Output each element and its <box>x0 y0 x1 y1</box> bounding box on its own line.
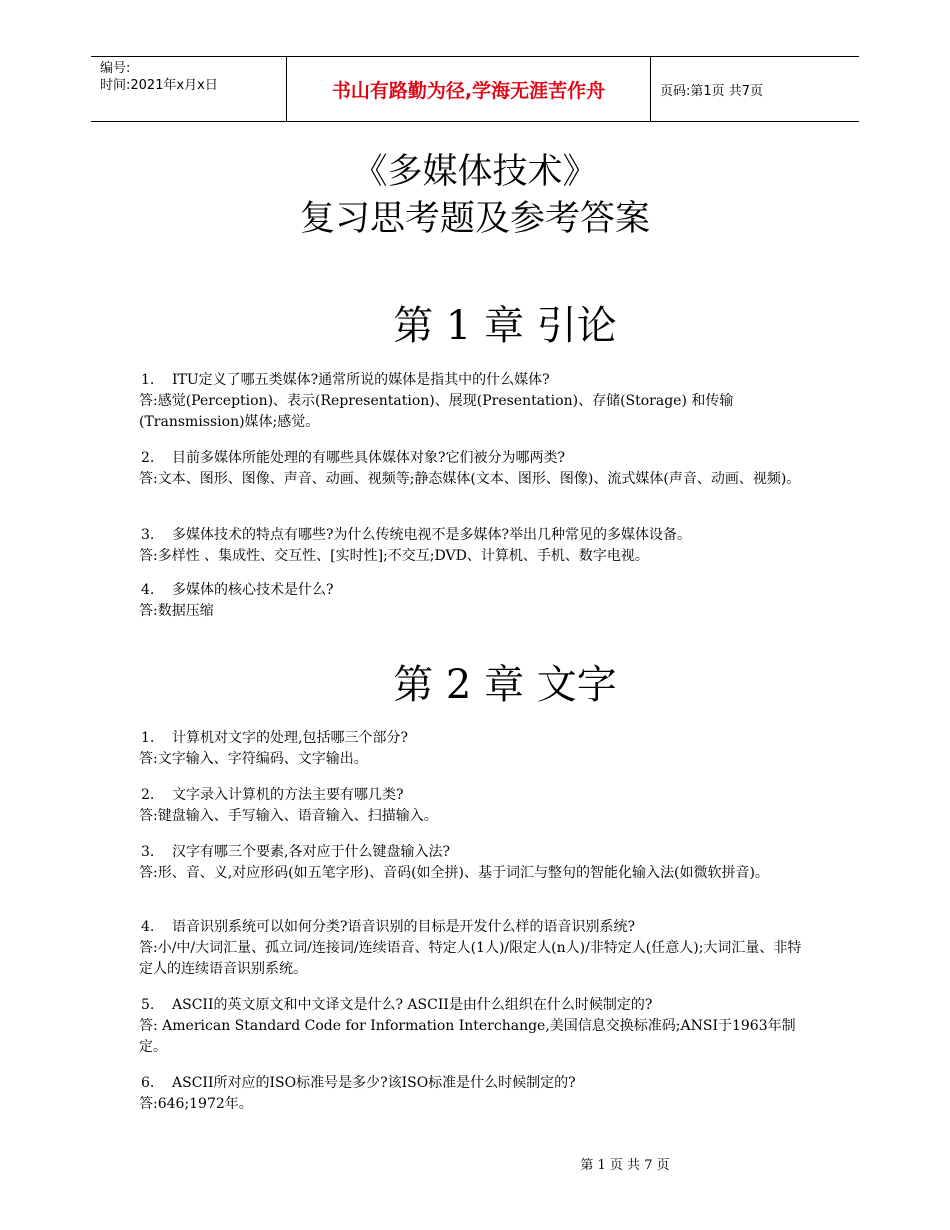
question-text: 文字录入计算机的方法主要有哪几类? <box>172 787 404 803</box>
question-item <box>139 448 814 490</box>
question-number: 5. <box>141 997 155 1013</box>
answer-text: 答:文字输入、字符编码、文字输出。 <box>139 751 368 767</box>
answer-text: 答:键盘输入、手写输入、语音输入、扫描输入。 <box>139 808 438 824</box>
question-item <box>139 728 814 770</box>
question-text: 汉字有哪三个要素,各对应于什么键盘输入法? <box>172 844 450 860</box>
question-item <box>139 917 814 980</box>
question-number: 4. <box>141 919 155 935</box>
answer-text: 答:文本、图形、图像、声音、动画、视频等;静态媒体(文本、图形、图像)、流式媒体(声音、动画、视频)。 <box>139 471 801 487</box>
question-item <box>139 370 814 433</box>
header-meta <box>91 57 287 121</box>
question-item <box>139 995 814 1058</box>
chapter-heading: 第 1 章 引论 <box>393 303 617 349</box>
answer-text: 答:646;1972年。 <box>139 1096 253 1112</box>
document-title-line1: 《多媒体技术》 <box>352 152 598 192</box>
document-number-label: 编号: <box>100 61 131 76</box>
question-text: ASCII的英文原文和中文译文是什么? ASCII是由什么组织在什么时候制定的? <box>172 997 653 1013</box>
question-item <box>139 1073 814 1115</box>
question-number: 3. <box>141 527 155 543</box>
question-number: 1. <box>141 372 155 388</box>
question-text: 目前多媒体所能处理的有哪些具体媒体对象?它们被分为哪两类? <box>172 450 566 466</box>
question-item <box>139 525 814 567</box>
question-text: ITU定义了哪五类媒体?通常所说的媒体是指其中的什么媒体? <box>172 372 550 388</box>
page-footer: 第 1 页 共 7 页 <box>580 1158 670 1173</box>
document-time-label: 时间:2021年x月x日 <box>100 78 218 93</box>
document-title-line2: 复习思考题及参考答案 <box>299 199 650 239</box>
page-header <box>91 56 859 122</box>
header-page-info: 页码:第1页 共7页 <box>660 83 764 99</box>
answer-text: 答:数据压缩 <box>139 603 214 619</box>
question-text: 多媒体技术的特点有哪些?为什么传统电视不是多媒体?举出几种常见的多媒体设备。 <box>172 527 692 543</box>
question-text: ASCII所对应的ISO标准号是多少?该ISO标准是什么时候制定的? <box>172 1075 576 1091</box>
answer-text: 答:形、音、义,对应形码(如五笔字形)、音码(如全拼)、基于词汇与整句的智能化输入法(如微软拼音)。 <box>139 865 769 881</box>
question-number: 2. <box>141 787 155 803</box>
question-text: 语音识别系统可以如何分类?语音识别的目标是开发什么样的语音识别系统? <box>172 919 636 935</box>
question-item <box>139 580 814 622</box>
answer-text: 答: American Standard Code for Information Interchange,美国信息交换标准码;ANSI于1963年制定。 <box>139 1018 796 1055</box>
question-text: 多媒体的核心技术是什么? <box>172 582 334 598</box>
answer-text: 答:感觉(Perception)、表示(Representation)、展现(Presentation)、存储(Storage) 和传输(Transmission)媒体;感觉。 <box>139 393 734 430</box>
question-number: 3. <box>141 844 155 860</box>
question-item <box>139 842 814 884</box>
header-motto: 书山有路勤为径,学海无涯苦作舟 <box>287 57 651 121</box>
chapter-heading: 第 2 章 文字 <box>393 662 617 708</box>
question-number: 1. <box>141 730 155 746</box>
answer-text: 答:多样性 、集成性、交互性、[实时性];不交互;DVD、计算机、手机、数字电视。 <box>139 548 649 564</box>
question-number: 4. <box>141 582 155 598</box>
question-item <box>139 785 814 827</box>
question-number: 2. <box>141 450 155 466</box>
question-number: 6. <box>141 1075 155 1091</box>
question-text: 计算机对文字的处理,包括哪三个部分? <box>172 730 408 746</box>
answer-text: 答:小/中/大词汇量、孤立词/连接词/连续语音、特定人(1人)/限定人(n人)/非特定人(任意人);大词汇量、非特定人的连续语音识别系统。 <box>139 940 802 977</box>
